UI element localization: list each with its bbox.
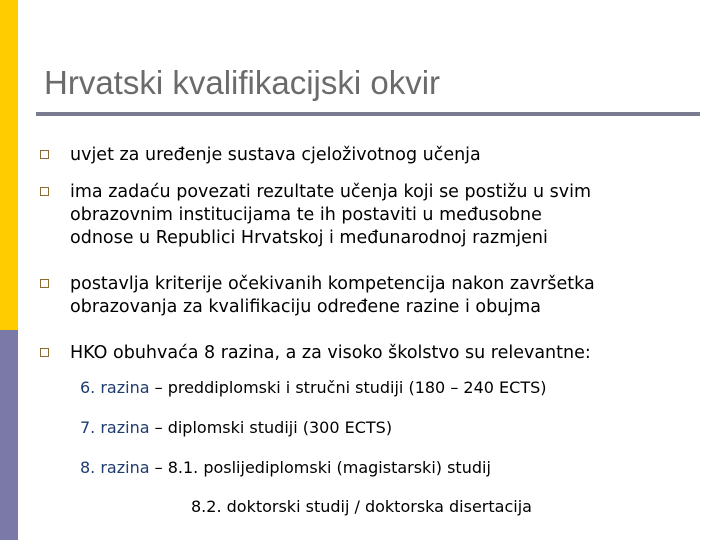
level-item: [80, 417, 546, 439]
level-description: – 8.1. poslijediplomski (magistarski) studij: [149, 458, 491, 477]
level-description: – preddiplomski i stručni studiji (180 – 240 ECTS): [149, 378, 547, 397]
bullet-text: uvjet za uređenje sustava cjeloživotnog učenja: [70, 145, 481, 165]
level-label: 6. razina: [80, 378, 150, 397]
title-underline: [36, 112, 700, 116]
square-bullet-icon: [40, 150, 49, 159]
slide-title: Hrvatski kvalifikacijski okvir: [44, 64, 441, 101]
level-item: [80, 457, 546, 479]
level-description: – diplomski studiji (300 ECTS): [149, 418, 393, 437]
square-bullet-icon: [40, 187, 49, 196]
level-item: [80, 377, 546, 399]
level-label: 7. razina: [80, 418, 150, 437]
bullet-item: [40, 342, 700, 365]
qualification-levels: [80, 377, 546, 479]
bullet-item: [40, 144, 700, 167]
square-bullet-icon: [40, 348, 49, 357]
bullet-text-line: obrazovanja za kvalifikaciju određene razine i obujma: [70, 297, 541, 317]
bullet-text: HKO obuhvaća 8 razina, a za visoko školstvo su relevantne:: [70, 343, 591, 363]
accent-bar-purple: [0, 330, 18, 540]
bullet-text-line: obrazovnim institucijama te ih postaviti u međusobne: [70, 205, 542, 225]
bullet-text-line: odnose u Republici Hrvatskoj i međunarodnoj razmjeni: [70, 228, 548, 248]
bullet-text-line: ima zadaću povezati rezultate učenja koji se postižu u svim: [70, 182, 592, 202]
square-bullet-icon: [40, 279, 49, 288]
bullet-item: [40, 181, 700, 250]
accent-bar-yellow: [0, 0, 18, 330]
bullet-text-line: postavlja kriterije očekivanih kompetencija nakon završetka: [70, 274, 595, 294]
bullet-list: [40, 140, 700, 365]
level-label: 8. razina: [80, 458, 150, 477]
bullet-item: [40, 273, 700, 319]
level-8-doctoral-line: 8.2. doktorski studij / doktorska disertacija: [191, 497, 532, 516]
